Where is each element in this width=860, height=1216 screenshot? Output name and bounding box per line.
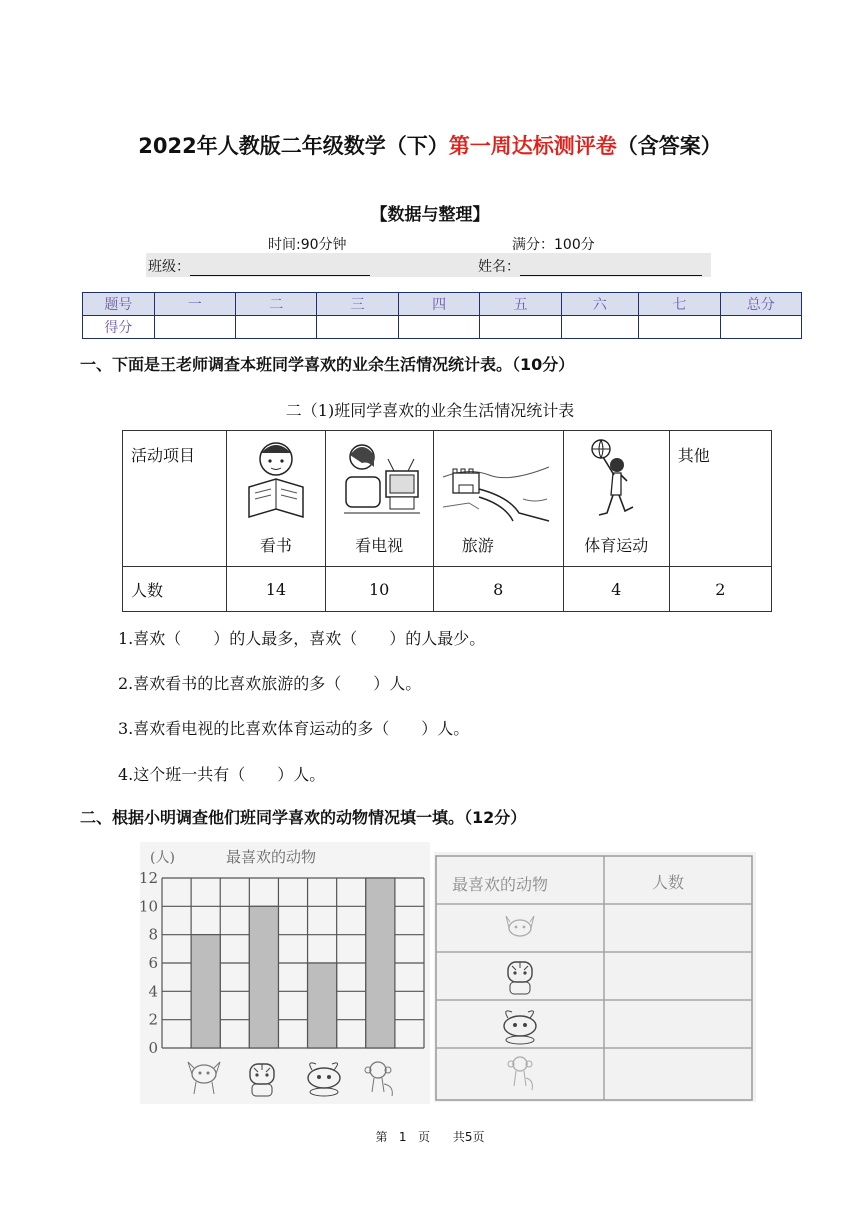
rabbit-icon <box>504 1011 536 1044</box>
title-highlight: 第一周达标测评卷 <box>448 134 617 158</box>
activity-name: 看书 <box>259 536 292 555</box>
activity-cell-sports <box>563 431 669 567</box>
name-blank[interactable] <box>520 259 702 276</box>
score-header-cell: 题号 <box>83 293 155 316</box>
question-2-heading: 二、根据小明调查他们班同学喜欢的动物情况填一填。（12分） <box>80 808 527 827</box>
chart-ylabel: (人) <box>150 850 175 866</box>
reading-icon <box>241 437 311 527</box>
tiger-icon <box>508 962 532 994</box>
activity-stats-table <box>122 430 772 612</box>
page-suffix: 页 <box>418 1130 431 1144</box>
full-score: 满分：100分 <box>512 237 595 253</box>
score-header-row <box>83 293 802 316</box>
chart-bar-monkey <box>366 878 395 1048</box>
chart-x-icons <box>188 1062 392 1096</box>
watching-tv-icon <box>334 437 424 527</box>
stats-table-caption: 二（1)班同学喜欢的业余生活情况统计表 <box>285 401 575 420</box>
question-1-heading: 一、下面是王老师调查本班同学喜欢的业余生活情况统计表。（10分） <box>80 355 575 374</box>
title-tail: （含答案） <box>616 134 722 158</box>
score-header-cell: 一 <box>154 293 235 316</box>
class-field[interactable] <box>148 256 370 276</box>
activity-name: 看电视 <box>355 536 404 555</box>
chart-title: 最喜欢的动物 <box>226 848 317 866</box>
name-label: 姓名： <box>478 259 520 275</box>
sub-question-1: 1.喜欢（ ）的人最多，喜欢（ ）的人最少。 <box>118 629 486 648</box>
count-row-label: 人数 <box>123 567 227 612</box>
title-main: 2022年人教版二年级数学（下） <box>138 134 449 158</box>
score-header-cell: 三 <box>317 293 398 316</box>
chart-bar-dog <box>191 935 220 1048</box>
monkey-icon <box>365 1062 392 1096</box>
basketball-player-icon <box>581 437 651 529</box>
score-input-cell[interactable] <box>398 316 479 339</box>
score-header-cell: 七 <box>639 293 720 316</box>
score-value-row <box>83 316 802 339</box>
score-header-cell: 四 <box>398 293 479 316</box>
count-cell: 10 <box>325 567 433 612</box>
dog-icon <box>188 1062 220 1094</box>
activity-row <box>123 431 772 567</box>
favorite-animal-bar-chart <box>140 842 430 1104</box>
chart-y-tick-label: 8 <box>148 925 158 944</box>
count-row <box>123 567 772 612</box>
chart-y-ticks <box>140 869 158 1057</box>
page-number: 1 <box>398 1130 407 1144</box>
score-input-cell[interactable] <box>480 316 561 339</box>
score-input-cell[interactable] <box>154 316 235 339</box>
chart-y-tick-label: 10 <box>140 897 158 916</box>
score-input-cell[interactable] <box>639 316 720 339</box>
sub-question-4: 4.这个班一共有（ ）人。 <box>118 765 326 784</box>
name-field[interactable] <box>478 256 702 276</box>
chart-y-tick-label: 4 <box>148 982 158 1001</box>
sub-question-3: 3.喜欢看电视的比喜欢体育运动的多（ ）人。 <box>118 719 470 738</box>
activity-name: 体育运动 <box>584 536 649 555</box>
score-table <box>82 292 802 339</box>
class-blank[interactable] <box>190 259 370 276</box>
activity-name: 旅游 <box>461 536 494 555</box>
count-cell: 4 <box>563 567 669 612</box>
activity-cell-other <box>669 431 771 567</box>
count-cell: 8 <box>433 567 563 612</box>
class-label: 班级： <box>148 259 190 275</box>
page-total: 共5页 <box>452 1130 485 1144</box>
chart-y-tick-label: 0 <box>148 1039 158 1057</box>
chart-bar-tiger <box>249 906 278 1048</box>
great-wall-icon <box>439 437 557 527</box>
fill-table-header-animal: 最喜欢的动物 <box>452 875 549 894</box>
score-header-cell: 二 <box>236 293 317 316</box>
bar-chart-area <box>140 842 430 1104</box>
chart-y-tick-label: 6 <box>148 954 158 972</box>
page-title <box>0 130 860 160</box>
monkey-icon <box>508 1057 532 1090</box>
activity-cell-travel <box>433 431 563 567</box>
rabbit-icon <box>308 1063 340 1096</box>
dog-icon <box>506 916 534 936</box>
fill-table-header-count: 人数 <box>652 873 685 892</box>
fill-in-table-area <box>434 852 756 1102</box>
count-cell: 2 <box>669 567 771 612</box>
activity-row-label <box>123 431 227 567</box>
activity-cell-tv <box>325 431 433 567</box>
score-input-cell[interactable] <box>317 316 398 339</box>
score-input-cell[interactable] <box>561 316 639 339</box>
chart-bar-rabbit <box>308 963 337 1048</box>
chart-y-tick-label: 2 <box>148 1010 158 1029</box>
section-subtitle: 【数据与整理】 <box>370 205 490 225</box>
page-footer <box>0 1128 860 1145</box>
tiger-icon <box>250 1064 274 1096</box>
sub-question-2: 2.喜欢看书的比喜欢旅游的多（ ）人。 <box>118 674 422 693</box>
chart-y-tick-label: 12 <box>140 869 158 887</box>
score-header-cell: 六 <box>561 293 639 316</box>
favorite-animal-fill-table <box>434 852 756 1102</box>
activity-label: 活动项目 <box>131 446 196 465</box>
score-row-label: 得分 <box>83 316 155 339</box>
score-header-cell: 五 <box>480 293 561 316</box>
score-input-cell[interactable] <box>236 316 317 339</box>
count-cell: 14 <box>227 567 325 612</box>
score-header-cell: 总分 <box>720 293 801 316</box>
activity-cell-reading <box>227 431 325 567</box>
page-prefix: 第 <box>375 1130 388 1144</box>
score-input-cell[interactable] <box>720 316 801 339</box>
time-limit: 时间:90分钟 <box>268 237 347 253</box>
activity-name: 其他 <box>677 446 710 465</box>
